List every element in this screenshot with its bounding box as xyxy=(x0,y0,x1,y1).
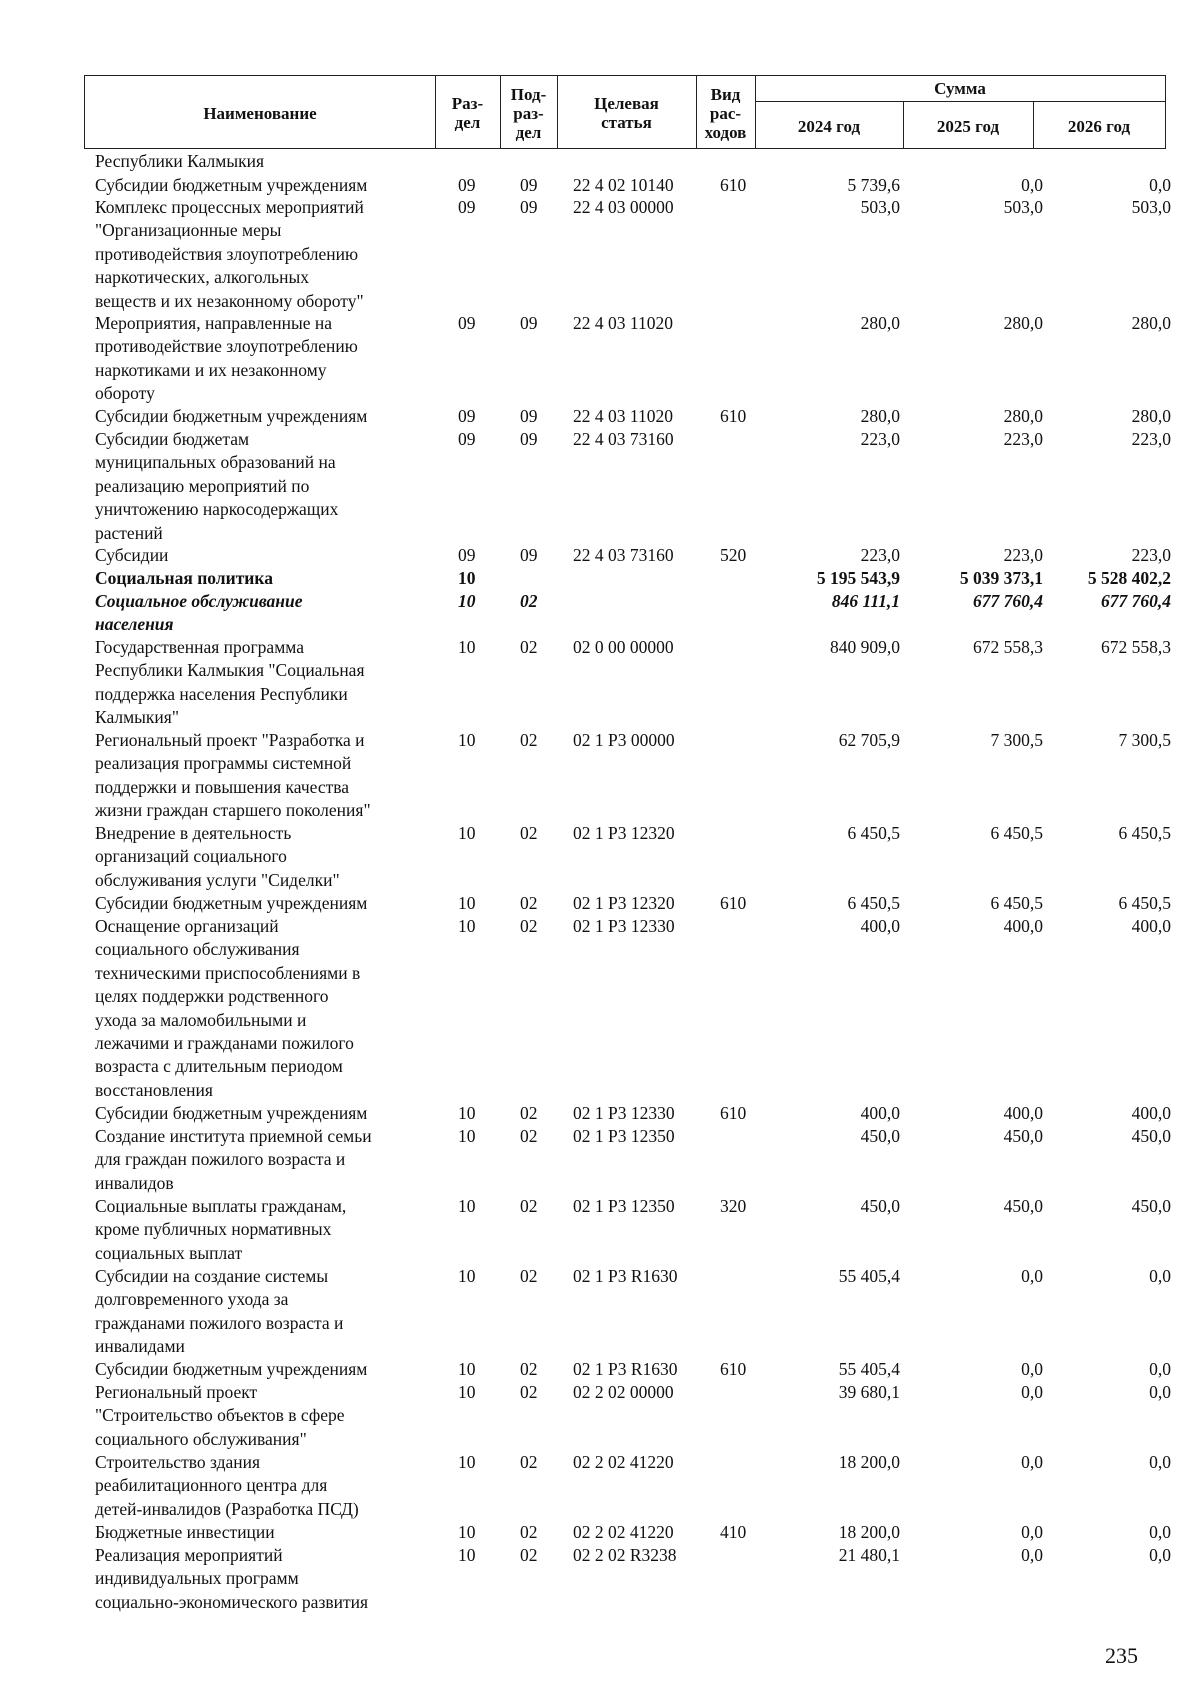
row-amount-2024: 223,0 xyxy=(860,429,900,449)
header-year-2024: 2024 год xyxy=(797,116,861,136)
row-podrazdel: 09 xyxy=(520,429,538,449)
header-vid: Вид рас- ходов xyxy=(704,84,747,142)
row-expense-type: 610 xyxy=(720,1359,747,1379)
row-razdel: 09 xyxy=(458,313,476,333)
header-podrazdel: Под- раз- дел xyxy=(510,84,547,142)
row-name: Субсидии бюджетным учреждениям xyxy=(95,893,368,913)
row-amount-2026: 450,0 xyxy=(1131,1126,1171,1146)
row-target-article: 02 1 Р3 00000 xyxy=(573,730,675,750)
row-amount-2024: 840 909,0 xyxy=(830,637,900,657)
row-amount-2024: 223,0 xyxy=(860,545,900,565)
row-target-article: 22 4 03 11020 xyxy=(573,406,673,426)
row-target-article: 22 4 02 10140 xyxy=(573,175,674,195)
row-expense-type: 610 xyxy=(720,893,747,913)
row-amount-2024: 5 195 543,9 xyxy=(816,568,900,588)
row-amount-2025: 0,0 xyxy=(1021,1266,1043,1286)
row-podrazdel: 02 xyxy=(520,1522,538,1542)
row-name: Бюджетные инвестиции xyxy=(95,1522,275,1542)
row-target-article: 02 1 Р3 12350 xyxy=(573,1126,675,1146)
row-amount-2025: 0,0 xyxy=(1021,1452,1043,1472)
row-name: Социальные выплаты гражданам, кроме публичных нормативных социальных выплат xyxy=(95,1196,347,1263)
row-name: Субсидии бюджетным учреждениям xyxy=(95,406,368,426)
row-amount-2026: 6 450,5 xyxy=(1118,893,1171,913)
row-amount-2024: 55 405,4 xyxy=(838,1359,900,1379)
row-expense-type: 520 xyxy=(720,545,747,565)
row-razdel: 09 xyxy=(458,197,476,217)
row-amount-2024: 400,0 xyxy=(860,916,900,936)
page-number: 235 xyxy=(1105,1643,1138,1668)
row-name: Создание института приемной семьи для граждан пожилого возраста и инвалидов xyxy=(95,1126,372,1193)
row-amount-2025: 6 450,5 xyxy=(990,823,1043,843)
row-amount-2024: 450,0 xyxy=(860,1196,900,1216)
row-name: Государственная программа Республики Калмыкия "Социальная поддержка населения Республики Калмыкия" xyxy=(95,637,365,728)
row-amount-2025: 280,0 xyxy=(1003,406,1043,426)
row-expense-type: 610 xyxy=(720,1103,747,1123)
row-podrazdel: 02 xyxy=(520,1545,538,1565)
row-razdel: 10 xyxy=(458,1382,476,1402)
row-amount-2025: 0,0 xyxy=(1021,1545,1043,1565)
row-amount-2025: 450,0 xyxy=(1003,1126,1043,1146)
row-razdel: 10 xyxy=(458,730,476,750)
row-razdel: 10 xyxy=(458,1359,476,1379)
row-target-article: 22 4 03 73160 xyxy=(573,545,674,565)
row-name: Социальное обслуживание населения xyxy=(95,591,303,635)
row-amount-2025: 677 760,4 xyxy=(973,591,1043,611)
row-amount-2025: 5 039 373,1 xyxy=(959,568,1043,588)
row-podrazdel: 09 xyxy=(520,313,538,333)
row-target-article: 02 2 02 R3238 xyxy=(573,1545,677,1565)
row-amount-2024: 18 200,0 xyxy=(838,1452,900,1472)
row-amount-2026: 5 528 402,2 xyxy=(1087,568,1171,588)
row-razdel: 10 xyxy=(458,893,476,913)
row-amount-2026: 400,0 xyxy=(1131,916,1171,936)
row-amount-2025: 0,0 xyxy=(1021,175,1043,195)
row-amount-2025: 400,0 xyxy=(1003,1103,1043,1123)
row-amount-2024: 62 705,9 xyxy=(838,730,900,750)
row-razdel: 10 xyxy=(458,568,476,588)
row-podrazdel: 09 xyxy=(520,406,538,426)
row-target-article: 02 2 02 41220 xyxy=(573,1452,674,1472)
row-amount-2024: 846 111,1 xyxy=(831,591,900,611)
row-razdel: 10 xyxy=(458,591,476,611)
row-expense-type: 410 xyxy=(720,1522,747,1542)
row-razdel: 10 xyxy=(458,1266,476,1286)
row-target-article: 02 1 Р3 12350 xyxy=(573,1196,675,1216)
row-name: Региональный проект "Строительство объектов в сфере социального обслуживания" xyxy=(95,1382,345,1449)
row-amount-2026: 0,0 xyxy=(1149,1359,1171,1379)
row-name: Субсидии бюджетным учреждениям xyxy=(95,1359,368,1379)
header-summa: Сумма xyxy=(934,79,986,98)
row-name: Строительство здания реабилитационного центра для детей-инвалидов (Разработка ПСД) xyxy=(95,1452,359,1519)
row-amount-2024: 280,0 xyxy=(860,313,900,333)
row-razdel: 10 xyxy=(458,1103,476,1123)
row-amount-2026: 450,0 xyxy=(1131,1196,1171,1216)
row-target-article: 02 1 Р3 12320 xyxy=(573,893,675,913)
row-amount-2025: 503,0 xyxy=(1003,197,1043,217)
row-amount-2026: 0,0 xyxy=(1149,175,1171,195)
row-target-article: 22 4 03 11020 xyxy=(573,313,673,333)
row-target-article: 02 2 02 41220 xyxy=(573,1522,674,1542)
row-target-article: 22 4 03 73160 xyxy=(573,429,674,449)
row-amount-2026: 0,0 xyxy=(1149,1452,1171,1472)
row-amount-2024: 5 739,6 xyxy=(847,175,900,195)
row-amount-2025: 0,0 xyxy=(1021,1359,1043,1379)
row-podrazdel: 09 xyxy=(520,175,538,195)
row-target-article: 02 1 Р3 R1630 xyxy=(573,1359,678,1379)
row-podrazdel: 02 xyxy=(520,591,538,611)
row-amount-2026: 223,0 xyxy=(1131,545,1171,565)
row-amount-2024: 400,0 xyxy=(860,1103,900,1123)
row-amount-2026: 7 300,5 xyxy=(1118,730,1171,750)
row-target-article: 02 1 Р3 R1630 xyxy=(573,1266,678,1286)
row-target-article: 02 0 00 00000 xyxy=(573,637,674,657)
header-year-2026: 2026 год xyxy=(1067,116,1131,136)
row-amount-2026: 400,0 xyxy=(1131,1103,1171,1123)
row-podrazdel: 02 xyxy=(520,1359,538,1379)
row-amount-2026: 6 450,5 xyxy=(1118,823,1171,843)
row-podrazdel: 02 xyxy=(520,893,538,913)
row-podrazdel: 02 xyxy=(520,823,538,843)
row-podrazdel: 02 xyxy=(520,730,538,750)
row-razdel: 10 xyxy=(458,823,476,843)
row-name: Субсидии бюджетным учреждениям xyxy=(95,1103,368,1123)
row-amount-2025: 0,0 xyxy=(1021,1382,1043,1402)
row-podrazdel: 02 xyxy=(520,1103,538,1123)
row-amount-2024: 18 200,0 xyxy=(838,1522,900,1542)
row-amount-2024: 450,0 xyxy=(860,1126,900,1146)
header-name: Наименование xyxy=(203,103,317,123)
row-razdel: 09 xyxy=(458,406,476,426)
header-statya: Целевая статья xyxy=(594,94,659,132)
row-amount-2024: 6 450,5 xyxy=(847,893,900,913)
row-podrazdel: 02 xyxy=(520,916,538,936)
row-amount-2026: 672 558,3 xyxy=(1101,637,1171,657)
row-amount-2026: 0,0 xyxy=(1149,1382,1171,1402)
row-razdel: 09 xyxy=(458,545,476,565)
row-expense-type: 610 xyxy=(720,175,747,195)
row-name: Реализация мероприятий индивидуальных программ социально-экономического развития xyxy=(95,1545,369,1612)
row-razdel: 10 xyxy=(458,1522,476,1542)
header-razdel: Раз- дел xyxy=(451,94,484,132)
row-razdel: 10 xyxy=(458,1196,476,1216)
row-amount-2024: 21 480,1 xyxy=(838,1545,900,1565)
row-amount-2024: 503,0 xyxy=(860,197,900,217)
row-amount-2025: 6 450,5 xyxy=(990,893,1043,913)
row-name: Оснащение организаций социального обслуживания техническими приспособлениями в целях поддержки родственного ухода за маломобильными и лежачими и гражданами пожилого возраста с длительным периодом восстановления xyxy=(95,916,361,1100)
row-expense-type: 320 xyxy=(720,1196,747,1216)
row-name: Субсидии бюджетным учреждениям xyxy=(95,175,368,195)
row-razdel: 10 xyxy=(458,1126,476,1146)
row-podrazdel: 02 xyxy=(520,1452,538,1472)
row-podrazdel: 09 xyxy=(520,545,538,565)
row-amount-2026: 280,0 xyxy=(1131,313,1171,333)
row-amount-2024: 55 405,4 xyxy=(838,1266,900,1286)
row-amount-2026: 677 760,4 xyxy=(1101,591,1171,611)
row-podrazdel: 02 xyxy=(520,1126,538,1146)
row-razdel: 10 xyxy=(458,637,476,657)
row-razdel: 10 xyxy=(458,1452,476,1472)
row-amount-2025: 280,0 xyxy=(1003,313,1043,333)
row-amount-2025: 400,0 xyxy=(1003,916,1043,936)
row-name: Региональный проект "Разработка и реализация программы системной поддержки и повышения качества жизни граждан старшего поколения" xyxy=(95,730,371,821)
row-amount-2025: 450,0 xyxy=(1003,1196,1043,1216)
row-amount-2024: 39 680,1 xyxy=(838,1382,900,1402)
row-amount-2025: 0,0 xyxy=(1021,1522,1043,1542)
row-podrazdel: 09 xyxy=(520,197,538,217)
header-year-2025: 2025 год xyxy=(936,116,1000,136)
row-razdel: 09 xyxy=(458,175,476,195)
row-name: Республики Калмыкия xyxy=(95,151,265,171)
row-name: Мероприятия, направленные на противодействие злоупотреблению наркотиками и их незаконному обороту xyxy=(95,313,358,404)
row-amount-2026: 223,0 xyxy=(1131,429,1171,449)
row-amount-2025: 223,0 xyxy=(1003,429,1043,449)
row-razdel: 10 xyxy=(458,916,476,936)
row-amount-2026: 0,0 xyxy=(1149,1522,1171,1542)
row-name: Социальная политика xyxy=(95,568,273,588)
row-name: Комплекс процессных мероприятий "Организационные меры противодействия злоупотреблению наркотических, алкогольных веществ и их незаконному обороту" xyxy=(95,197,364,311)
row-target-article: 02 1 Р3 12320 xyxy=(573,823,675,843)
row-name: Внедрение в деятельность организаций социального обслуживания услуги "Сиделки" xyxy=(95,823,340,890)
row-target-article: 22 4 03 00000 xyxy=(573,197,674,217)
row-amount-2024: 280,0 xyxy=(860,406,900,426)
row-name: Субсидии бюджетам муниципальных образований на реализацию мероприятий по уничтожению наркосодержащих растений xyxy=(95,429,339,543)
row-target-article: 02 1 Р3 12330 xyxy=(573,1103,675,1123)
row-podrazdel: 02 xyxy=(520,1196,538,1216)
row-podrazdel: 02 xyxy=(520,1266,538,1286)
row-amount-2024: 6 450,5 xyxy=(847,823,900,843)
row-target-article: 02 2 02 00000 xyxy=(573,1382,674,1402)
row-expense-type: 610 xyxy=(720,406,747,426)
row-amount-2026: 503,0 xyxy=(1131,197,1171,217)
row-name: Субсидии xyxy=(95,545,169,565)
row-amount-2026: 280,0 xyxy=(1131,406,1171,426)
row-amount-2025: 7 300,5 xyxy=(990,730,1043,750)
row-razdel: 09 xyxy=(458,429,476,449)
row-razdel: 10 xyxy=(458,1545,476,1565)
row-podrazdel: 02 xyxy=(520,637,538,657)
row-amount-2025: 223,0 xyxy=(1003,545,1043,565)
row-name: Субсидии на создание системы долговременного ухода за гражданами пожилого возраста и инвалидами xyxy=(95,1266,344,1357)
row-podrazdel: 02 xyxy=(520,1382,538,1402)
row-amount-2025: 672 558,3 xyxy=(973,637,1043,657)
row-target-article: 02 1 Р3 12330 xyxy=(573,916,675,936)
row-amount-2026: 0,0 xyxy=(1149,1545,1171,1565)
row-amount-2026: 0,0 xyxy=(1149,1266,1171,1286)
